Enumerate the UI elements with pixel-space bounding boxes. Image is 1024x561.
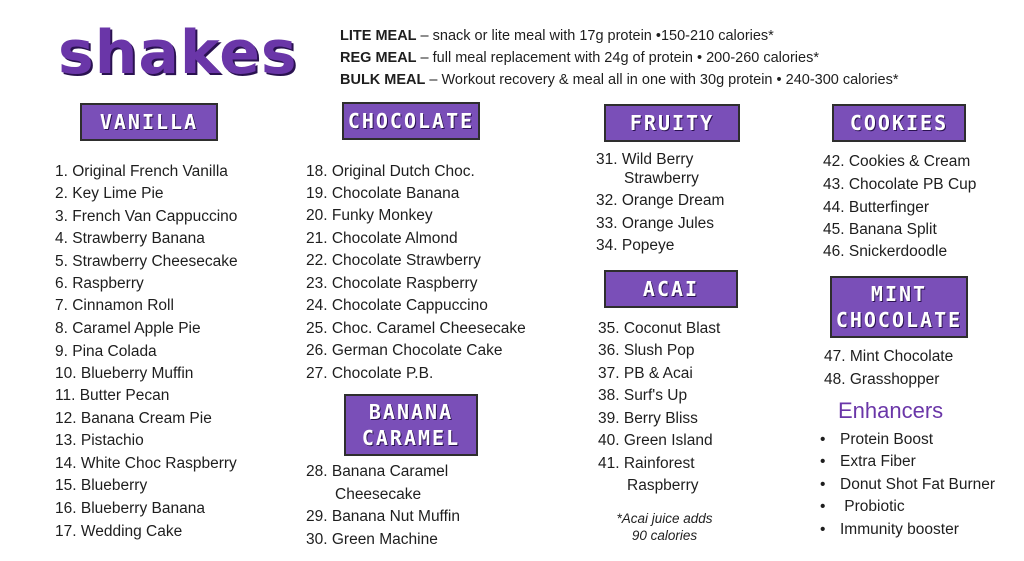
menu-item: 32. Orange Dream	[596, 192, 725, 209]
acai-note	[592, 510, 737, 544]
meal-type-bulk	[340, 71, 898, 89]
menu-item: 46. Snickerdoodle	[823, 243, 948, 260]
menu-item: 6. Raspberry	[55, 275, 144, 292]
menu-item: 7. Cinnamon Roll	[55, 297, 174, 314]
menu-item: 2. Key Lime Pie	[55, 185, 164, 202]
enhancer-label: Probiotic	[840, 498, 905, 515]
category-header-line: MINT	[870, 282, 928, 306]
enhancers-title: Enhancers	[838, 398, 944, 423]
meal-type-name: LITE MEAL	[340, 28, 417, 44]
menu-item: 20. Funky Monkey	[306, 207, 433, 224]
menu-item: 9. Pina Colada	[55, 343, 157, 360]
menu-item: 27. Chocolate P.B.	[306, 365, 434, 382]
meal-type-lite	[340, 27, 774, 45]
menu-item: 39. Berry Bliss	[598, 410, 698, 427]
menu-item: 26. German Chocolate Cake	[306, 342, 503, 359]
bullet-icon: •	[820, 431, 826, 448]
meal-type-name: REG MEAL	[340, 50, 417, 66]
category-header-cookies: COOKIES	[832, 104, 966, 142]
menu-item: 28. Banana Caramel	[306, 463, 449, 480]
menu-item: 31. Wild Berry	[596, 151, 694, 168]
menu-item: 38. Surf's Up	[598, 387, 688, 404]
menu-item: 21. Chocolate Almond	[306, 230, 458, 247]
meal-type-name: BULK MEAL	[340, 72, 426, 88]
menu-item: 12. Banana Cream Pie	[55, 410, 212, 427]
meal-type-desc: – Workout recovery & meal all in one with 30g protein • 240-300 calories*	[425, 72, 899, 88]
category-header-fruity: FRUITY	[604, 104, 740, 142]
menu-item: 11. Butter Pecan	[55, 387, 170, 404]
page-title: shakes	[58, 18, 298, 88]
menu-item: 13. Pistachio	[55, 432, 144, 449]
category-header-line: CHOCOLATE	[835, 308, 963, 332]
menu-item: 17. Wedding Cake	[55, 523, 183, 540]
category-header-acai: ACAI	[604, 270, 738, 308]
menu-item: 43. Chocolate PB Cup	[823, 176, 977, 193]
menu-item: 22. Chocolate Strawberry	[306, 252, 481, 269]
menu-item: 16. Blueberry Banana	[55, 500, 205, 517]
menu-item: 36. Slush Pop	[598, 342, 695, 359]
acai-note-line: 90 calories	[631, 528, 698, 543]
category-header-line: CARAMEL	[361, 426, 461, 450]
menu-item: 41. Rainforest	[598, 455, 695, 472]
bullet-icon: •	[820, 521, 826, 538]
menu-item: 23. Chocolate Raspberry	[306, 275, 478, 292]
category-header-chocolate: CHOCOLATE	[342, 102, 480, 140]
enhancer-label: Extra Fiber	[840, 453, 916, 470]
category-header-mint-chocolate	[830, 276, 968, 338]
meal-type-desc: – full meal replacement with 24g of protein • 200-260 calories*	[416, 50, 819, 66]
menu-item: 25. Choc. Caramel Cheesecake	[306, 320, 526, 337]
bullet-icon: •	[820, 498, 826, 515]
category-header-line: BANANA	[368, 400, 454, 424]
category-header-vanilla: VANILLA	[80, 103, 218, 141]
enhancer-item	[820, 476, 995, 494]
menu-item: 15. Blueberry	[55, 477, 148, 494]
menu-item: 3. French Van Cappuccino	[55, 208, 238, 225]
category-header-banana-caramel	[344, 394, 478, 456]
menu-item: 34. Popeye	[596, 237, 675, 254]
menu-item: 35. Coconut Blast	[598, 320, 721, 337]
menu-item: Raspberry	[627, 477, 699, 494]
enhancer-item	[820, 498, 905, 516]
enhancer-item	[820, 521, 959, 539]
enhancer-item	[820, 453, 916, 471]
menu-item: 40. Green Island	[598, 432, 713, 449]
menu-item: 24. Chocolate Cappuccino	[306, 297, 488, 314]
menu-item: 14. White Choc Raspberry	[55, 455, 237, 472]
menu-item: 30. Green Machine	[306, 531, 438, 548]
menu-item: 45. Banana Split	[823, 221, 937, 238]
menu-item: 8. Caramel Apple Pie	[55, 320, 201, 337]
menu-item: Strawberry	[624, 170, 699, 187]
menu-item: 33. Orange Jules	[596, 215, 715, 232]
menu-item: 18. Original Dutch Choc.	[306, 163, 475, 180]
menu-item: 5. Strawberry Cheesecake	[55, 253, 238, 270]
acai-note-line: *Acai juice adds	[616, 511, 713, 526]
menu-item: 44. Butterfinger	[823, 199, 929, 216]
menu-item: Cheesecake	[335, 486, 422, 503]
menu-item: 48. Grasshopper	[824, 371, 940, 388]
enhancer-item	[820, 431, 933, 449]
enhancer-label: Immunity booster	[840, 521, 959, 538]
bullet-icon: •	[820, 476, 826, 493]
menu-item: 37. PB & Acai	[598, 365, 693, 382]
menu-item: 19. Chocolate Banana	[306, 185, 460, 202]
meal-type-reg	[340, 49, 819, 67]
menu-item: 1. Original French Vanilla	[55, 163, 228, 180]
enhancer-label: Donut Shot Fat Burner	[840, 476, 996, 493]
menu-item: 47. Mint Chocolate	[824, 348, 954, 365]
menu-item: 10. Blueberry Muffin	[55, 365, 194, 382]
bullet-icon: •	[820, 453, 826, 470]
enhancer-label: Protein Boost	[840, 431, 934, 448]
menu-item: 4. Strawberry Banana	[55, 230, 205, 247]
menu-item: 29. Banana Nut Muffin	[306, 508, 460, 525]
menu-item: 42. Cookies & Cream	[823, 153, 971, 170]
meal-type-desc: – snack or lite meal with 17g protein •150-210 calories*	[416, 28, 774, 44]
